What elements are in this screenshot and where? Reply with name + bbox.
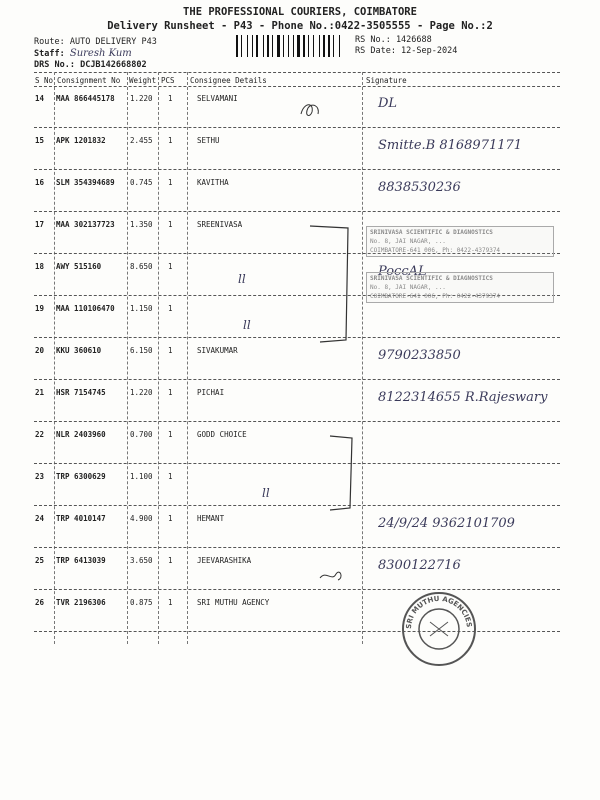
barcode-bar <box>310 35 312 57</box>
col-header-consignment: Consignment No <box>57 76 121 85</box>
barcode-bar <box>270 35 271 57</box>
row-consignee: SRI MUTHU AGENCY <box>197 598 270 607</box>
barcode-bar <box>249 35 251 57</box>
col-header-pcs: PCS <box>161 76 175 85</box>
row-sno: 19 <box>35 304 45 313</box>
seal-text: SRI MUTHU AGENCIES <box>404 594 474 630</box>
row-consignment-no: TRP 6413039 <box>56 556 106 565</box>
barcode-bar <box>315 35 318 57</box>
route-value: AUTO DELIVERY P43 <box>69 37 157 47</box>
row-consignment-no: APK 1201832 <box>56 136 106 145</box>
barcode-bar <box>236 35 238 57</box>
company-stamp <box>366 226 554 257</box>
row-signature: Smitte.B 8168971171 <box>378 138 523 153</box>
barcode-bar <box>283 35 284 57</box>
row-weight: 0.700 <box>130 430 153 439</box>
route-label: Route: <box>34 37 65 47</box>
row-sno: 17 <box>35 220 45 229</box>
row-sno: 24 <box>35 514 45 523</box>
row-pcs: 1 <box>168 220 173 229</box>
row-consignment-no: MAA 866445178 <box>56 94 115 103</box>
table-row <box>0 548 600 590</box>
row-consignee: PICHAI <box>197 388 225 397</box>
row-sno: 22 <box>35 430 45 439</box>
barcode-bar <box>277 35 280 57</box>
barcode-bar <box>335 35 338 57</box>
row-consignee: SIVAKUMAR <box>197 346 238 355</box>
row-pcs: 1 <box>168 514 173 523</box>
table-top-rule <box>34 72 560 73</box>
row-weight: 8.650 <box>130 262 153 271</box>
row-pcs: 1 <box>168 430 173 439</box>
table-row <box>0 170 600 212</box>
barcode-bar <box>303 35 305 57</box>
row-consignment-no: TRP 4010147 <box>56 514 106 523</box>
initial-scribble <box>318 568 346 584</box>
row-consignment-no: TVR 2196306 <box>56 598 106 607</box>
row-pcs: 1 <box>168 346 173 355</box>
row-pcs: 1 <box>168 94 173 103</box>
ditto-mark: ll <box>262 486 270 500</box>
barcode-bar <box>285 35 287 57</box>
row-consignee: SELVAMANI <box>197 94 238 103</box>
barcode-image <box>236 35 348 57</box>
row-sno: 14 <box>35 94 45 103</box>
company-stamp <box>366 272 554 303</box>
col-header-consignee: Consignee Details <box>190 76 267 85</box>
row-consignment-no: SLM 354394689 <box>56 178 115 187</box>
route-line <box>34 37 157 47</box>
row-sno: 26 <box>35 598 45 607</box>
group-bracket <box>180 220 360 350</box>
row-sno: 23 <box>35 472 45 481</box>
row-consignee: HEMANT <box>197 514 225 523</box>
drs-label: DRS No.: <box>34 60 75 70</box>
staff-line <box>34 48 132 59</box>
row-pcs: 1 <box>168 178 173 187</box>
row-weight: 6.150 <box>130 346 153 355</box>
col-header-weight: Weight <box>129 76 157 85</box>
row-consignment-no: MAA 110106470 <box>56 304 115 313</box>
row-weight: 4.900 <box>130 514 153 523</box>
barcode-bar <box>256 35 258 57</box>
row-consignment-no: TRP 6300629 <box>56 472 106 481</box>
row-weight: 2.455 <box>130 136 153 145</box>
barcode-bar <box>265 35 266 57</box>
row-weight: 1.220 <box>130 94 153 103</box>
row-weight: 1.100 <box>130 472 153 481</box>
row-consignment-no: HSR 7154745 <box>56 388 106 397</box>
staff-label: Staff: <box>34 49 65 59</box>
initial-scribble <box>298 100 324 120</box>
barcode-bar <box>267 35 269 57</box>
drs-value: DCJB142668802 <box>80 60 147 70</box>
barcode-bar <box>313 35 314 57</box>
barcode-bar <box>263 35 264 57</box>
row-consignment-no: MAA 302137723 <box>56 220 115 229</box>
rs-no: RS No.: 1426688 <box>355 35 432 45</box>
row-pcs: 1 <box>168 472 173 481</box>
row-consignment-no: KKU 360610 <box>56 346 102 355</box>
row-pcs: 1 <box>168 304 173 313</box>
barcode-bar <box>254 35 255 57</box>
barcode-bar <box>319 35 320 57</box>
row-weight: 0.875 <box>130 598 153 607</box>
row-consignee: SETHU <box>197 136 220 145</box>
barcode-bar <box>328 35 330 57</box>
col-header-sno: S No <box>35 76 54 85</box>
table-row <box>0 590 600 632</box>
row-sno: 20 <box>35 346 45 355</box>
row-signature: PoccAL <box>378 264 427 279</box>
row-pcs: 1 <box>168 556 173 565</box>
barcode-bar <box>288 35 289 57</box>
barcode-bar <box>243 35 246 57</box>
row-signature: 9790233850 <box>378 348 461 363</box>
row-consignee: SREENIVASA <box>197 220 243 229</box>
stamp-line: SRINIVASA SCIENTIFIC & DIAGNOSTICS <box>370 275 493 282</box>
barcode-bar <box>241 35 242 57</box>
barcode-bar <box>308 35 309 57</box>
rs-date: RS Date: 12-Sep-2024 <box>355 46 458 56</box>
row-consignment-no: AWY 515160 <box>56 262 102 271</box>
barcode-bar <box>252 35 253 57</box>
row-weight: 3.650 <box>130 556 153 565</box>
agency-seal <box>400 590 478 668</box>
stamp-line: COIMBATORE-641 006, Ph: 0422-4379374 <box>370 293 501 300</box>
table-row <box>0 380 600 422</box>
row-weight: 1.150 <box>130 304 153 313</box>
row-rule <box>34 631 560 632</box>
ditto-mark: ll <box>243 318 251 332</box>
row-signature: 8300122716 <box>378 558 461 573</box>
runsheet-title: Delivery Runsheet - P43 - Phone No.:0422-3505555 - Page No.:2 <box>107 20 493 32</box>
row-signature: 8838530236 <box>378 180 461 195</box>
row-weight: 0.745 <box>130 178 153 187</box>
barcode-bar <box>272 35 273 57</box>
row-signature: 8122314655 R.Rajeswary <box>378 390 548 405</box>
row-consignment-no: NLR 2403960 <box>56 430 106 439</box>
col-header-signature: Signature <box>366 76 407 85</box>
barcode-bar <box>326 35 327 57</box>
barcode-bar <box>331 35 332 57</box>
barcode-bar <box>247 35 248 57</box>
row-consignee: JEEVARASHIKA <box>197 556 252 565</box>
barcode-bar <box>290 35 292 57</box>
group-bracket <box>180 430 360 520</box>
barcode-bar <box>295 35 296 57</box>
barcode-bar <box>239 35 240 57</box>
company-name: THE PROFESSIONAL COURIERS, COIMBATORE <box>183 6 417 18</box>
stamp-line: No. 8, JAI NAGAR, ... <box>370 238 446 245</box>
svg-text:SRI MUTHU AGENCIES <box>405 595 473 629</box>
row-signature: 24/9/24 9362101709 <box>378 516 515 531</box>
barcode-bar <box>339 35 340 57</box>
barcode-bar <box>297 35 300 57</box>
row-sno: 15 <box>35 136 45 145</box>
barcode-bar <box>341 35 343 57</box>
row-consignee: KAVITHA <box>197 178 229 187</box>
row-weight: 1.220 <box>130 388 153 397</box>
row-pcs: 1 <box>168 598 173 607</box>
row-sno: 25 <box>35 556 45 565</box>
barcode-bar <box>281 35 282 57</box>
row-consignee: GODD CHOICE <box>197 430 247 439</box>
barcode-bar <box>274 35 276 57</box>
ditto-mark: ll <box>238 272 246 286</box>
barcode-bar <box>321 35 322 57</box>
barcode-bar <box>306 35 307 57</box>
staff-value: Suresh Kum <box>69 48 132 59</box>
row-weight: 1.350 <box>130 220 153 229</box>
barcode-bar <box>323 35 325 57</box>
row-sno: 16 <box>35 178 45 187</box>
row-pcs: 1 <box>168 136 173 145</box>
barcode-bar <box>293 35 294 57</box>
row-pcs: 1 <box>168 388 173 397</box>
drs-line <box>34 60 147 70</box>
stamp-line: COIMBATORE-641 006, Ph: 0422-4379374 <box>370 247 501 254</box>
row-sno: 18 <box>35 262 45 271</box>
table-row <box>0 128 600 170</box>
stamp-line: No. 8, JAI NAGAR, ... <box>370 284 446 291</box>
stamp-line: SRINIVASA SCIENTIFIC & DIAGNOSTICS <box>370 229 493 236</box>
row-sno: 21 <box>35 388 45 397</box>
barcode-bar <box>259 35 262 57</box>
barcode-bar <box>333 35 334 57</box>
row-signature: DL <box>378 96 398 111</box>
barcode-bar <box>301 35 302 57</box>
row-pcs: 1 <box>168 262 173 271</box>
